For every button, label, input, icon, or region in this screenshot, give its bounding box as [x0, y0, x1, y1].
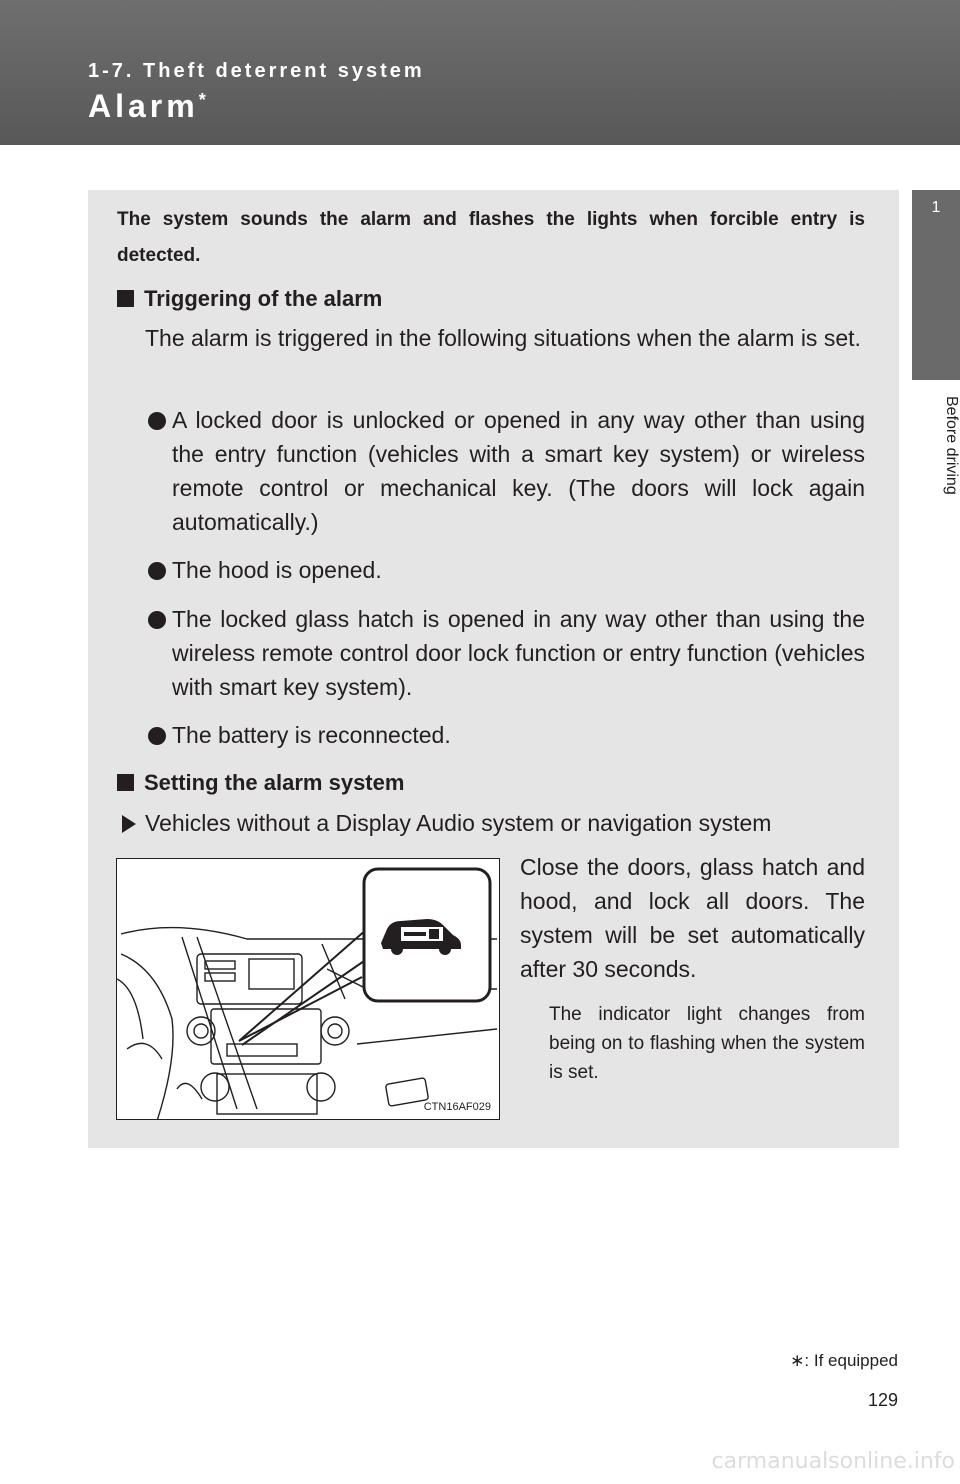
triggering-heading	[117, 286, 382, 312]
watermark: carmanualsonline.info	[711, 1449, 955, 1474]
bullet-item-4: The battery is reconnected.	[172, 722, 451, 748]
chapter-number-tab: 1	[912, 190, 960, 380]
bullet-icon	[148, 412, 166, 430]
bullet-item-2: The hood is opened.	[172, 557, 382, 583]
square-bullet-icon	[117, 774, 134, 791]
if-equipped-mark: *	[198, 90, 206, 110]
setting-instructions: Close the doors, glass hatch and hood, and lock all doors. The system will be set automatically after 30 seconds.	[520, 854, 865, 982]
indicator-note: The indicator light changes from being on to flashing when the system is set.	[549, 1004, 865, 1083]
bullet-item-1: A locked door is unlocked or opened in any way other than using the entry function (vehicles with a smart key system) or wireless remote control or mechanical key. (The doors will lock again automatically.)	[172, 407, 865, 535]
page-title-text: Alarm	[88, 88, 199, 124]
section-title: 1-7. Theft deterrent system	[88, 60, 425, 82]
triangle-arrow-icon	[122, 815, 136, 833]
triggering-heading-text: Triggering of the alarm	[144, 286, 383, 311]
bullet-icon	[148, 562, 166, 580]
dashboard-illustration	[116, 858, 500, 1120]
bullet-icon	[148, 611, 166, 629]
triggering-text: The alarm is triggered in the following situations when the alarm is set.	[145, 325, 861, 351]
bullet-icon	[148, 727, 166, 745]
setting-heading-text: Setting the alarm system	[144, 770, 405, 795]
square-bullet-icon	[117, 290, 134, 307]
intro-text: The system sounds the alarm and flashes the lights when forcible entry is detected.	[117, 209, 865, 266]
setting-heading	[117, 770, 404, 796]
bullet-item-3: The locked glass hatch is opened in any way other than using the wireless remote control door lock function or entry function (vehicles with smart key system).	[172, 606, 865, 700]
chapter-label-tab: Before driving	[943, 396, 960, 495]
page-number: 129	[867, 1390, 898, 1410]
page-title	[88, 88, 206, 125]
dashboard-drawing	[117, 859, 500, 1120]
setting-subheading: Vehicles without a Display Audio system or navigation system	[145, 810, 772, 836]
footnote-if-equipped: ∗: If equipped	[790, 1351, 898, 1370]
figure-code: CTN16AF029	[423, 1101, 491, 1113]
